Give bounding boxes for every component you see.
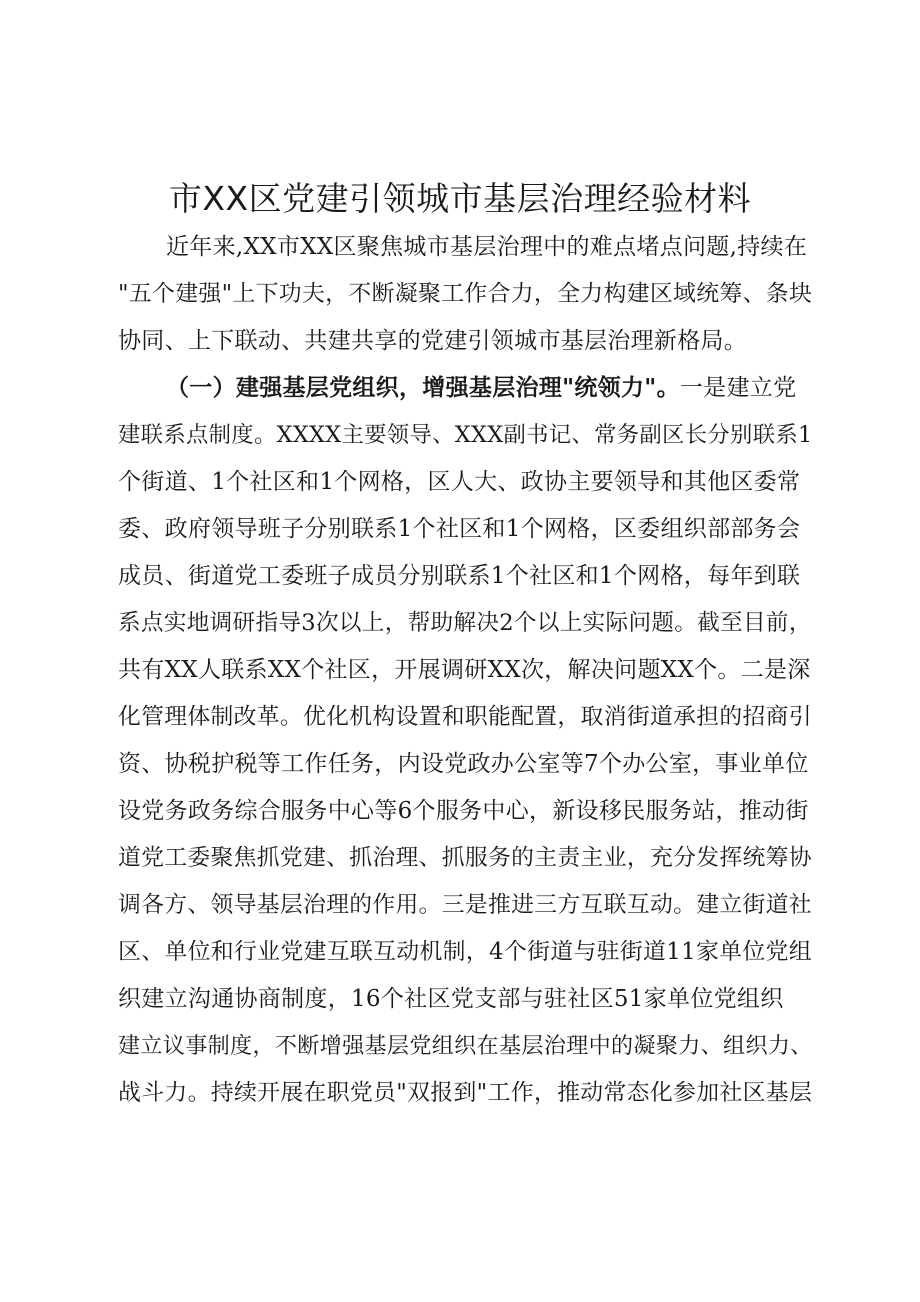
section-heading: （一）建强基层党组织，增强基层治理"统领力"。 [166,374,680,401]
paragraph-line: 织建立沟通协商制度，16个社区党支部与驻社区51家单位党组织 [118,986,784,1012]
paragraph-line: 战斗力。持续开展在职党员"双报到"工作，推动常态化参加社区基层 [118,1080,813,1106]
paragraph-line: 系点实地调研指导3次以上，帮助解决2个以上实际问题。截至目前， [118,610,812,636]
paragraph-line: 近年来,XX市XX区聚焦城市基层治理中的难点堵点问题,持续在 [166,234,808,260]
paragraph-line: 建立议事制度，不断增强基层党组织在基层治理中的凝聚力、组织力、 [118,1033,813,1059]
document-title: 市XX区党建引领城市基层治理经验材料 [168,179,752,218]
paragraph-line: 个街道、1个社区和1个网格，区人大、政协主要领导和其他区委常 [118,469,801,495]
paragraph-text: 一是建立党 [679,375,797,401]
paragraph-line: 资、协税护税等工作任务，内设党政办公室等7个办公室，事业单位 [118,751,809,777]
paragraph-line: 协同、上下联动、共建共享的党建引领城市基层治理新格局。 [118,328,748,354]
paragraph-line: 道党工委聚焦抓党建、抓治理、抓服务的主责主业，充分发挥统筹协 [118,845,812,871]
paragraph-line: 建联系点制度。XXXX主要领导、XXX副书记、常务副区长分别联系1 [118,422,813,448]
paragraph-line: 共有XX人联系XX个社区，开展调研XX次，解决问题XX个。二是深 [118,657,811,683]
paragraph-line: 委、政府领导班子分别联系1个社区和1个网格，区委组织部部务会 [118,516,801,542]
paragraph-line: 化管理体制改革。优化机构设置和职能配置，取消街道承担的招商引 [118,704,812,730]
section-paragraph-first-line [166,373,796,403]
paragraph-line: 设党务政务综合服务中心等6个服务中心，新设移民服务站，推动街 [118,798,809,824]
paragraph-line: 调各方、领导基层治理的作用。三是推进三方互联互动。建立街道社 [118,892,812,918]
paragraph-line: 区、单位和行业党建互联互动机制，4个街道与驻街道11家单位党组 [118,939,812,965]
paragraph-line: 成员、街道党工委班子成员分别联系1个社区和1个网格，每年到联 [118,563,801,589]
paragraph-line: "五个建强"上下功夫，不断凝聚工作合力，全力构建区域统筹、条块 [118,281,813,307]
